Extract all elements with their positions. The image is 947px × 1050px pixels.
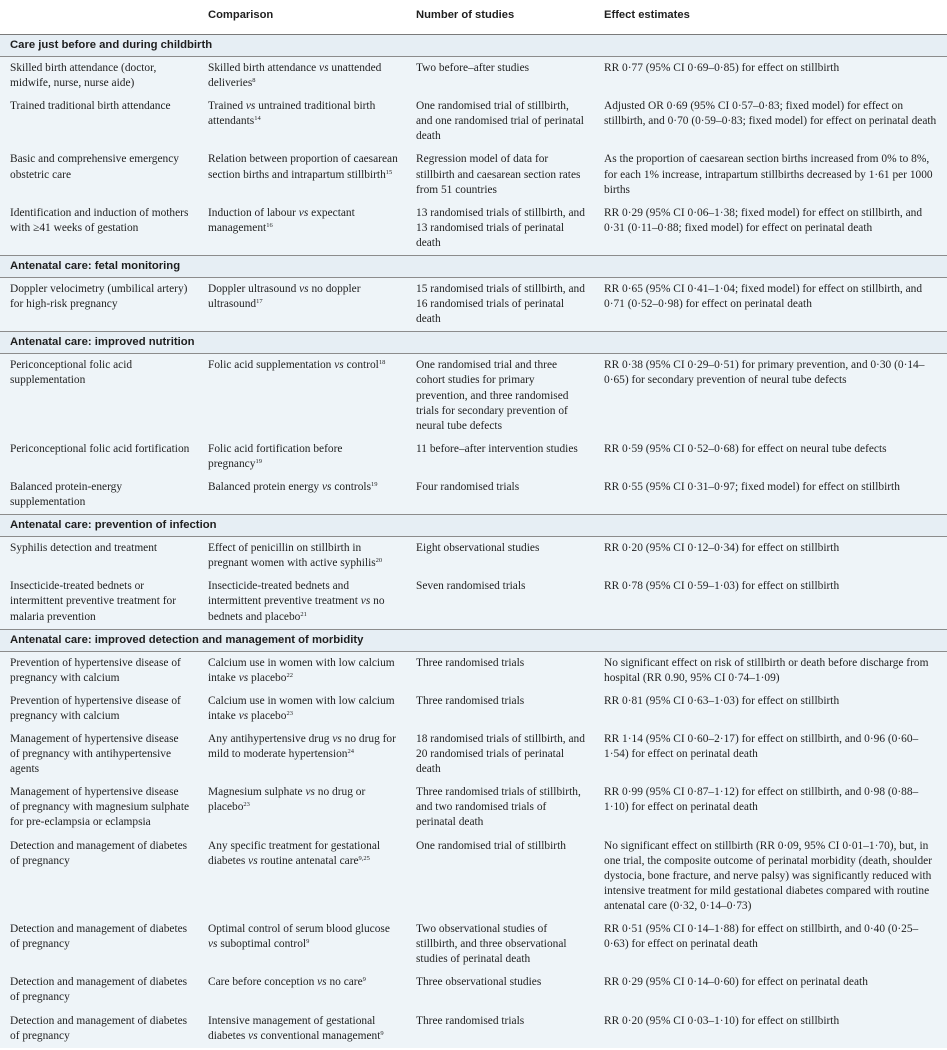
- table-row: [0, 95, 947, 148]
- intervention-cell: Detection and management of diabetes of pregnancy: [0, 835, 198, 918]
- table-row: [0, 438, 947, 476]
- comparison-text: Care before conception vs no care: [208, 976, 363, 989]
- comparison-text: Effect of penicillin on stillbirth in pregnant women with active syphilis: [208, 542, 376, 570]
- effect-cell: Adjusted OR 0·69 (95% CI 0·57–0·83; fixed model) for effect on stillbirth, and 0·70 (0·59–0·83; fixed model) for effect on perinatal death: [594, 95, 947, 148]
- studies-cell: Seven randomised trials: [406, 575, 594, 629]
- comparison-cell: [198, 57, 406, 96]
- header-row: [0, 0, 947, 35]
- reference-superscript: 9: [362, 976, 366, 984]
- intervention-cell: Periconceptional folic acid supplementation: [0, 354, 198, 438]
- table-row: [0, 278, 947, 332]
- studies-cell: Three randomised trials: [406, 690, 594, 728]
- studies-cell: 13 randomised trials of stillbirth, and 13 randomised trials of perinatal death: [406, 202, 594, 256]
- reference-superscript: 23: [243, 801, 250, 809]
- comparison-text: Doppler ultrasound vs no doppler ultrasound: [208, 283, 361, 311]
- comparison-cell: [198, 354, 406, 438]
- comparison-text: Insecticide-treated bednets and intermittent preventive treatment vs no bednets and placebo: [208, 580, 385, 623]
- reference-superscript: 17: [256, 298, 263, 306]
- intervention-cell: Trained traditional birth attendance: [0, 95, 198, 148]
- section-header: [0, 332, 947, 354]
- table-row: [0, 202, 947, 256]
- section-title: Antenatal care: improved detection and management of morbidity: [0, 629, 947, 651]
- intervention-cell: Skilled birth attendance (doctor, midwife, nurse, nurse aide): [0, 57, 198, 96]
- section-title: Antenatal care: fetal monitoring: [0, 256, 947, 278]
- comparison-cell: [198, 1010, 406, 1048]
- intervention-cell: Detection and management of diabetes of pregnancy: [0, 918, 198, 971]
- table-row: [0, 651, 947, 690]
- section-title: Antenatal care: prevention of infection: [0, 515, 947, 537]
- effect-cell: RR 0·65 (95% CI 0·41–1·04; fixed model) for effect on stillbirth, and 0·71 (0·52–0·98) for effect on perinatal death: [594, 278, 947, 332]
- effect-cell: RR 0·99 (95% CI 0·87–1·12) for effect on stillbirth, and 0·98 (0·88–1·10) for effect on perinatal death: [594, 781, 947, 834]
- section-header: [0, 256, 947, 278]
- studies-cell: One randomised trial of stillbirth: [406, 835, 594, 918]
- reference-superscript: 9: [306, 938, 310, 946]
- comparison-text: Relation between proportion of caesarean section births and intrapartum stillbirth: [208, 153, 398, 181]
- table-row: [0, 690, 947, 728]
- header-number-of-studies: Number of studies: [406, 0, 594, 35]
- comparison-cell: [198, 971, 406, 1009]
- reference-superscript: 19: [371, 480, 378, 488]
- intervention-cell: Syphilis detection and treatment: [0, 537, 198, 576]
- effect-cell: RR 0·29 (95% CI 0·06–1·38; fixed model) for effect on stillbirth, and 0·31 (0·11–0·88; fixed model) for effect on perinatal death: [594, 202, 947, 256]
- intervention-cell: Identification and induction of mothers with ≥41 weeks of gestation: [0, 202, 198, 256]
- reference-superscript: 21: [300, 610, 307, 618]
- effect-cell: RR 0·51 (95% CI 0·14–1·88) for effect on stillbirth, and 0·40 (0·25–0·63) for effect on perinatal death: [594, 918, 947, 971]
- comparison-text: Calcium use in women with low calcium intake vs placebo: [208, 694, 395, 722]
- effect-cell: RR 0·38 (95% CI 0·29–0·51) for primary prevention, and 0·30 (0·14–0·65) for secondary prevention of neural tube defects: [594, 354, 947, 438]
- intervention-cell: Doppler velocimetry (umbilical artery) for high-risk pregnancy: [0, 278, 198, 332]
- header-comparison: Comparison: [198, 0, 406, 35]
- effect-cell: RR 0·78 (95% CI 0·59–1·03) for effect on stillbirth: [594, 575, 947, 629]
- comparison-text: Calcium use in women with low calcium intake vs placebo: [208, 656, 395, 684]
- reference-superscript: 19: [255, 457, 262, 465]
- comparison-cell: [198, 95, 406, 148]
- studies-cell: Four randomised trials: [406, 476, 594, 515]
- table-row: [0, 57, 947, 96]
- comparison-text: Trained vs untrained traditional birth attendants: [208, 100, 376, 128]
- section-header: [0, 629, 947, 651]
- studies-cell: 11 before–after intervention studies: [406, 438, 594, 476]
- studies-cell: Eight observational studies: [406, 537, 594, 576]
- comparison-text: Intensive management of gestational diabetes vs conventional management: [208, 1014, 381, 1042]
- comparison-cell: [198, 537, 406, 576]
- intervention-cell: Prevention of hypertensive disease of pregnancy with calcium: [0, 690, 198, 728]
- comparison-cell: [198, 835, 406, 918]
- section-header: [0, 515, 947, 537]
- intervention-cell: Basic and comprehensive emergency obstetric care: [0, 148, 198, 201]
- reference-superscript: 9,25: [358, 854, 370, 862]
- effect-cell: As the proportion of caesarean section births increased from 0% to 8%, for each 1% increase, intrapartum stillbirths decreased by 1·61 per 1000 births: [594, 148, 947, 201]
- studies-cell: Two before–after studies: [406, 57, 594, 96]
- table-row: [0, 537, 947, 576]
- effect-cell: RR 1·14 (95% CI 0·60–2·17) for effect on stillbirth, and 0·96 (0·60–1·54) for effect on perinatal death: [594, 728, 947, 781]
- reference-superscript: 16: [266, 221, 273, 229]
- intervention-cell: Insecticide-treated bednets or intermittent preventive treatment for malaria prevention: [0, 575, 198, 629]
- table-row: [0, 835, 947, 918]
- effect-cell: RR 0·55 (95% CI 0·31–0·97; fixed model) for effect on stillbirth: [594, 476, 947, 515]
- comparison-text: Optimal control of serum blood glucose vs suboptimal control: [208, 923, 390, 951]
- comparison-cell: [198, 202, 406, 256]
- comparison-text: Any specific treatment for gestational diabetes vs routine antenatal care: [208, 839, 381, 867]
- table-body: [0, 35, 947, 1048]
- header-intervention: [0, 0, 198, 35]
- intervention-cell: Management of hypertensive disease of pregnancy with antihypertensive agents: [0, 728, 198, 781]
- studies-cell: 18 randomised trials of stillbirth, and 20 randomised trials of perinatal death: [406, 728, 594, 781]
- effect-cell: RR 0·20 (95% CI 0·03–1·10) for effect on stillbirth: [594, 1010, 947, 1048]
- intervention-cell: Detection and management of diabetes of pregnancy: [0, 971, 198, 1009]
- effect-cell: RR 0·81 (95% CI 0·63–1·03) for effect on stillbirth: [594, 690, 947, 728]
- comparison-cell: [198, 690, 406, 728]
- table-row: [0, 148, 947, 201]
- reference-superscript: 22: [286, 671, 293, 679]
- comparison-text: Magnesium sulphate vs no drug or placebo: [208, 786, 366, 814]
- intervention-cell: Balanced protein-energy supplementation: [0, 476, 198, 515]
- effect-cell: RR 0·20 (95% CI 0·12–0·34) for effect on stillbirth: [594, 537, 947, 576]
- studies-cell: One randomised trial of stillbirth, and one randomised trial of perinatal death: [406, 95, 594, 148]
- intervention-cell: Detection and management of diabetes of pregnancy: [0, 1010, 198, 1048]
- table-row: [0, 1010, 947, 1048]
- reference-superscript: 14: [254, 115, 261, 123]
- comparison-text: Folic acid fortification before pregnancy: [208, 442, 343, 470]
- table-row: [0, 918, 947, 971]
- effect-cell: No significant effect on stillbirth (RR 0·09, 95% CI 0·01–1·70), but, in one trial, the composite outcome of perinatal morbidity (death, shoulder dystocia, bone fracture, and nerve palsy) was significantly reduced with intensive treatment for mild gestational diabetes compared with routine antenatal care (0·32, 0·14–0·73): [594, 835, 947, 918]
- effect-cell: RR 0·59 (95% CI 0·52–0·68) for effect on neural tube defects: [594, 438, 947, 476]
- comparison-cell: [198, 918, 406, 971]
- comparison-text: Skilled birth attendance vs unattended deliveries: [208, 62, 382, 90]
- comparison-cell: [198, 278, 406, 332]
- comparison-cell: [198, 651, 406, 690]
- reference-superscript: 18: [378, 359, 386, 367]
- table-row: [0, 971, 947, 1009]
- intervention-cell: Management of hypertensive disease of pregnancy with magnesium sulphate for pre-eclampsia or eclampsia: [0, 781, 198, 834]
- reference-superscript: 15: [385, 168, 393, 176]
- comparison-cell: [198, 728, 406, 781]
- studies-cell: Three randomised trials of stillbirth, and two randomised trials of perinatal death: [406, 781, 594, 834]
- comparison-cell: [198, 575, 406, 629]
- studies-cell: Two observational studies of stillbirth, and three observational studies of perinatal death: [406, 918, 594, 971]
- studies-cell: One randomised trial and three cohort studies for primary prevention, and three randomised trials for secondary prevention of neural tube defects: [406, 354, 594, 438]
- comparison-cell: [198, 438, 406, 476]
- studies-cell: Three randomised trials: [406, 1010, 594, 1048]
- table-row: [0, 476, 947, 515]
- section-header: [0, 35, 947, 57]
- comparison-cell: [198, 781, 406, 834]
- table-row: [0, 354, 947, 438]
- section-title: Care just before and during childbirth: [0, 35, 947, 57]
- effect-cell: No significant effect on risk of stillbirth or death before discharge from hospital (RR 0.90, 95% CI 0·74–1·09): [594, 651, 947, 690]
- effect-cell: RR 0·29 (95% CI 0·14–0·60) for effect on perinatal death: [594, 971, 947, 1009]
- reference-superscript: 24: [347, 748, 355, 756]
- comparison-cell: [198, 148, 406, 201]
- reference-superscript: 23: [286, 709, 293, 717]
- comparison-text: Any antihypertensive drug vs no drug for mild to moderate hypertension: [208, 733, 396, 761]
- comparison-cell: [198, 476, 406, 515]
- intervention-cell: Prevention of hypertensive disease of pregnancy with calcium: [0, 651, 198, 690]
- comparison-text: Balanced protein energy vs controls: [208, 480, 372, 493]
- header-effect-estimates: Effect estimates: [594, 0, 947, 35]
- effect-cell: RR 0·77 (95% CI 0·69–0·85) for effect on stillbirth: [594, 57, 947, 96]
- reference-superscript: 9: [380, 1029, 384, 1037]
- table-row: [0, 575, 947, 629]
- section-title: Antenatal care: improved nutrition: [0, 332, 947, 354]
- table-row: [0, 781, 947, 834]
- comparison-text: Induction of labour vs expectant management: [208, 206, 355, 234]
- studies-cell: Regression model of data for stillbirth and caesarean section rates from 51 countries: [406, 148, 594, 201]
- studies-cell: 15 randomised trials of stillbirth, and 16 randomised trials of perinatal death: [406, 278, 594, 332]
- reference-superscript: 8: [252, 77, 256, 85]
- intervention-cell: Periconceptional folic acid fortification: [0, 438, 198, 476]
- studies-cell: Three randomised trials: [406, 651, 594, 690]
- comparison-text: Folic acid supplementation vs control: [208, 359, 379, 372]
- reference-superscript: 20: [375, 557, 383, 565]
- table-row: [0, 728, 947, 781]
- studies-cell: Three observational studies: [406, 971, 594, 1009]
